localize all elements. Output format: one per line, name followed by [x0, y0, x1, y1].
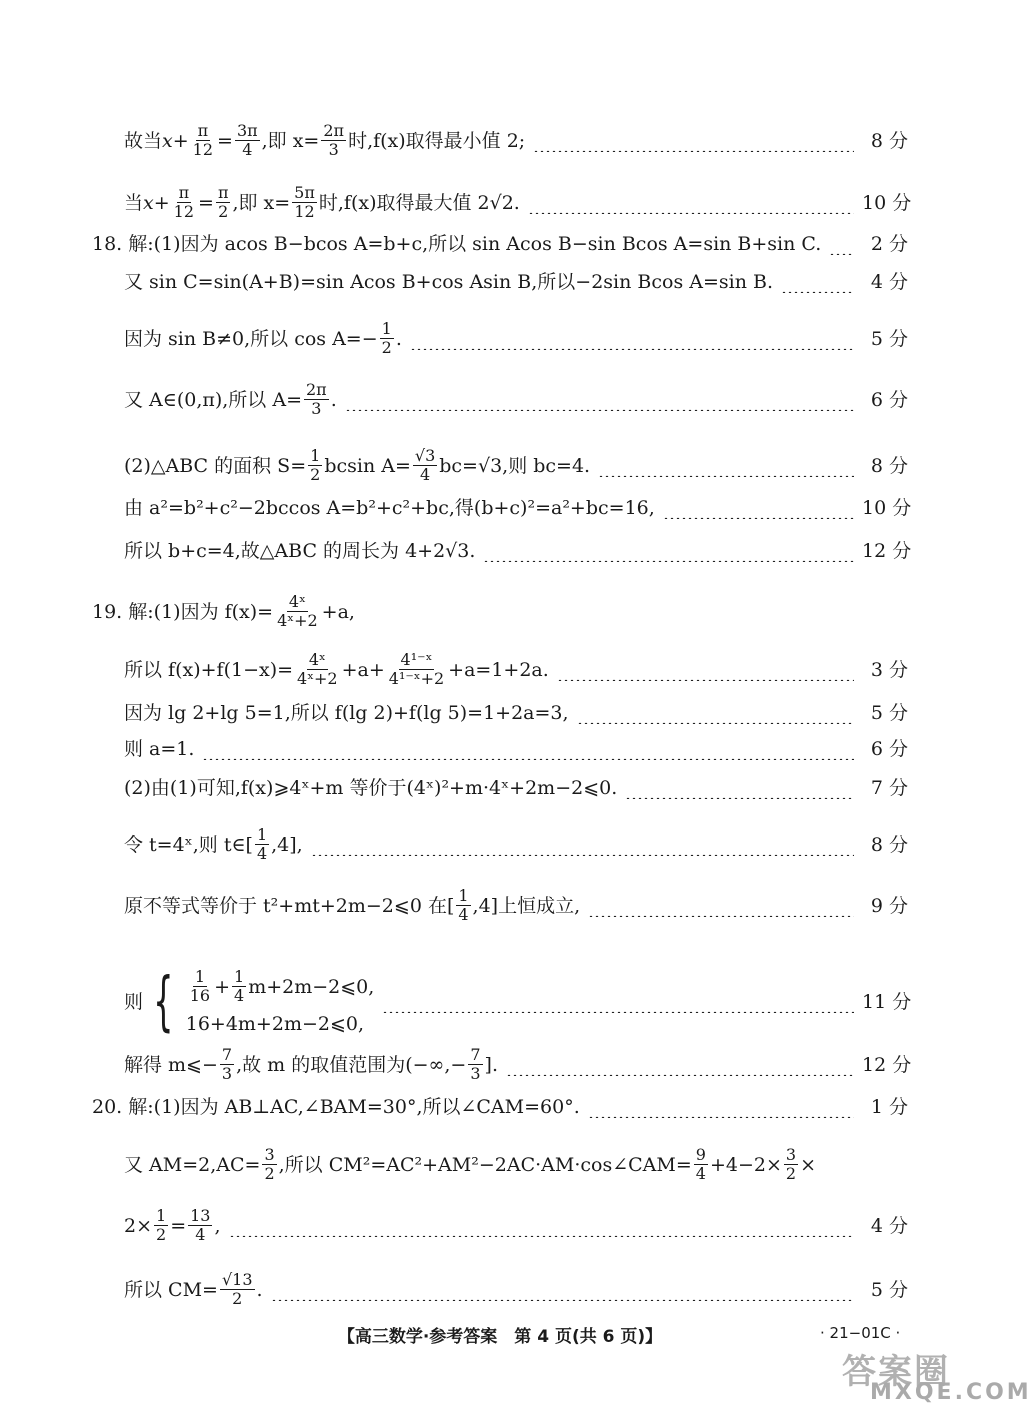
score-label: 10 分 — [862, 191, 912, 214]
fraction — [784, 1146, 798, 1183]
numerator: 3π — [236, 121, 258, 140]
score-label: 4 分 — [870, 271, 908, 293]
fraction — [275, 593, 320, 630]
denominator: 12 — [294, 202, 315, 221]
text: 19. 解:(1)因为 f(x)= — [92, 600, 274, 623]
numerator: √13 — [221, 1270, 253, 1289]
case-system — [186, 968, 375, 1035]
text: 当 — [124, 191, 144, 214]
numerator: π — [197, 121, 209, 140]
text: 所以 b+c=4,故△ABC 的周长为 4+2√3. — [124, 540, 476, 562]
line-q20-step4 — [124, 1271, 908, 1308]
denominator: 2 — [232, 1289, 243, 1308]
text: 又 sin C=sin(A+B)=sin Acos B+cos Asin B,所以−2sin Bcos A=sin B. — [124, 271, 773, 293]
numerator: 3 — [264, 1145, 275, 1164]
line-max-value — [124, 183, 912, 221]
text: = — [198, 191, 214, 214]
leader-dots — [598, 455, 854, 477]
fraction — [468, 1046, 482, 1083]
leader-dots — [271, 1279, 854, 1301]
fraction — [295, 651, 340, 688]
text: (2)△ABC 的面积 S= — [124, 454, 307, 477]
text: 原不等式等价于 t²+mt+2m−2⩽0 在[ — [124, 894, 455, 917]
line-q18-step2 — [124, 271, 908, 293]
denominator: 2 — [264, 1164, 275, 1183]
text: + — [214, 975, 231, 998]
score-label: 12 分 — [862, 540, 912, 562]
text: 时,f(x)取得最大值 2√2. — [318, 191, 520, 214]
line-q19-step1 — [124, 651, 908, 688]
numerator: 7 — [221, 1045, 233, 1064]
page-footer: 【高三数学·参考答案 第 4 页(共 6 页)】 — [337, 1327, 663, 1347]
text: ,故 m 的取值范围为(−∞,− — [236, 1053, 467, 1076]
leader-dots — [345, 389, 854, 411]
text: 又 A∈(0,π),所以 A= — [124, 388, 302, 411]
leader-dots — [311, 834, 854, 856]
score-label: 8 分 — [870, 454, 908, 477]
score-label: 3 分 — [870, 658, 908, 681]
text: 所以 CM= — [124, 1278, 218, 1301]
text: 解得 m⩽− — [124, 1053, 218, 1076]
leader-dots — [528, 192, 854, 214]
numerator: 9 — [695, 1145, 706, 1164]
numerator: 1 — [156, 1206, 167, 1225]
denominator: 4ˣ+2 — [297, 669, 338, 688]
leader-dots — [410, 328, 854, 350]
denominator: 12 — [192, 140, 214, 159]
text: bc=√3,则 bc=4. — [439, 454, 591, 477]
score-label: 7 分 — [870, 777, 908, 799]
fraction — [172, 184, 196, 221]
denominator: 4 — [234, 986, 245, 1005]
text: 由 a²=b²+c²−2bccos A=b²+c²+bc,得(b+c)²=a²+bc=16, — [124, 497, 655, 519]
text: 因为 sin B≠0,所以 cos A=− — [124, 327, 378, 350]
text: ,即 x= — [232, 191, 291, 214]
leader-dots — [483, 540, 854, 562]
leader-dots — [588, 1096, 854, 1118]
text: ,即 x= — [261, 129, 320, 152]
text: 所以 f(x)+f(1−x)= — [124, 658, 294, 681]
text: +4−2× — [709, 1153, 782, 1176]
fraction — [321, 122, 346, 159]
leader-dots — [533, 130, 854, 152]
denominator: 4 — [195, 1225, 206, 1244]
line-q19-step7 — [124, 964, 912, 1039]
text: x+ — [143, 191, 170, 214]
text: , — [214, 1214, 221, 1237]
leader-dots — [382, 991, 854, 1013]
text: 20. 解:(1)因为 AB⊥AC,∠BAM=30°,所以∠CAM=60°. — [92, 1096, 580, 1118]
line-q18-step4 — [124, 381, 908, 418]
denominator: 4 — [458, 905, 469, 924]
text: ,4], — [271, 833, 303, 856]
fraction — [456, 887, 470, 924]
score-label: 2 分 — [870, 233, 908, 255]
text: (2)由(1)可知,f(x)⩾4ˣ+m 等价于(4ˣ)²+m·4ˣ+2m−2⩽0. — [124, 777, 618, 799]
text: . — [330, 388, 337, 411]
line-q19-step6 — [124, 887, 908, 924]
line-q20-step3 — [124, 1207, 908, 1244]
denominator: 3 — [221, 1064, 233, 1083]
text: = — [217, 129, 233, 152]
score-label: 12 分 — [862, 1053, 912, 1076]
line-q18-step6 — [124, 497, 912, 519]
denominator: 3 — [311, 399, 322, 418]
line-q18-step7 — [124, 540, 912, 562]
score-label: 10 分 — [862, 497, 912, 519]
left-brace-icon: { — [153, 964, 174, 1039]
numerator: π — [178, 183, 190, 202]
leader-dots — [506, 1054, 854, 1076]
fraction — [380, 320, 394, 357]
leader-dots — [202, 738, 854, 760]
text: bcsin A= — [324, 454, 411, 477]
text: ,所以 CM²=AC²+AM²−2AC·AM·cos∠CAM= — [278, 1153, 692, 1176]
text: 时,f(x)取得最小值 2; — [348, 129, 526, 152]
numerator: 4ˣ — [308, 650, 326, 669]
text: . — [256, 1278, 263, 1301]
text: 因为 lg 2+lg 5=1,所以 f(lg 2)+f(lg 5)=1+2a=3, — [124, 702, 569, 724]
numerator: 1 — [310, 446, 321, 465]
text: 则 a=1. — [124, 738, 195, 760]
score-label: 5 分 — [870, 1278, 908, 1301]
line-q19-step8 — [124, 1045, 912, 1083]
numerator: 4ˣ — [288, 592, 306, 611]
line-q19-intro — [92, 593, 908, 630]
text: 又 AM=2,AC= — [124, 1153, 261, 1176]
text: m+2m−2⩽0, — [248, 975, 375, 998]
line-q19-step5 — [124, 826, 908, 863]
line-q19-step4 — [124, 777, 908, 799]
text: 18. 解:(1)因为 acos B−bcos A=b+c,所以 sin Acos B−sin Bcos A=sin B+sin C. — [92, 233, 822, 255]
text: +a, — [321, 600, 355, 623]
text: . — [395, 327, 402, 350]
text: 则 — [124, 990, 144, 1013]
numerator: 2π — [323, 121, 345, 140]
score-label: 9 分 — [870, 894, 908, 917]
fraction — [220, 1271, 255, 1308]
text: +a=1+2a. — [448, 658, 549, 681]
numerator: 7 — [470, 1045, 481, 1064]
leader-dots — [557, 659, 854, 681]
fraction — [235, 122, 260, 159]
denominator: 3 — [328, 140, 339, 159]
line-q19-step3 — [124, 738, 908, 760]
line-q18-step5 — [124, 447, 908, 484]
denominator: 12 — [173, 202, 195, 221]
denominator: 4ˣ+2 — [277, 611, 318, 630]
fraction — [413, 447, 437, 484]
numerator: 1 — [256, 825, 268, 844]
watermark-logo — [842, 1340, 1032, 1406]
fraction — [255, 826, 269, 863]
line-min-value — [124, 122, 908, 159]
denominator: 2 — [218, 202, 229, 221]
denominator: 4¹⁻ˣ+2 — [388, 669, 445, 688]
fraction — [304, 381, 329, 418]
line-q20-step2 — [124, 1146, 908, 1183]
denominator: 4 — [419, 465, 431, 484]
fraction — [232, 968, 246, 1005]
denominator: 2 — [381, 338, 392, 357]
fraction — [154, 1207, 168, 1244]
score-label: 5 分 — [870, 327, 908, 350]
text: × — [800, 1153, 816, 1176]
exam-code: · 21−01C · — [820, 1324, 901, 1342]
numerator: 1 — [234, 967, 245, 986]
score-label: 6 分 — [870, 388, 908, 411]
line-q18-step3 — [124, 320, 908, 357]
denominator: 4 — [695, 1164, 706, 1183]
watermark-text: 答案圈 — [842, 1352, 950, 1392]
leader-dots — [663, 497, 854, 519]
numerator: π — [217, 183, 229, 202]
fraction — [308, 447, 322, 484]
line-q20-step1 — [92, 1096, 908, 1118]
text: x+ — [162, 129, 189, 152]
leader-dots — [781, 271, 854, 293]
case-row-1 — [186, 968, 375, 1005]
text: 故当 — [124, 129, 163, 152]
numerator: 2π — [306, 380, 327, 399]
fraction — [216, 184, 231, 221]
fraction — [220, 1046, 234, 1083]
line-q19-step2 — [124, 702, 908, 724]
score-label: 6 分 — [870, 738, 908, 760]
score-label: 8 分 — [870, 129, 908, 152]
fraction — [191, 122, 215, 159]
numerator: √3 — [414, 446, 436, 465]
score-label: 8 分 — [870, 833, 908, 856]
score-label: 1 分 — [870, 1096, 908, 1118]
leader-dots — [625, 777, 854, 799]
denominator: 3 — [470, 1064, 481, 1083]
numerator: 13 — [190, 1206, 211, 1225]
case-row-2: 16+4m+2m−2⩽0, — [185, 1013, 365, 1035]
score-label: 4 分 — [870, 1214, 908, 1237]
watermark-subtext: MXQE.COM — [870, 1380, 1032, 1405]
denominator: 2 — [785, 1164, 797, 1183]
text: 令 t=4ˣ,则 t∈[ — [124, 833, 253, 856]
numerator: 4¹⁻ˣ — [400, 650, 433, 669]
score-label: 5 分 — [870, 702, 908, 724]
denominator: 2 — [310, 465, 321, 484]
line-q18-step1 — [92, 233, 908, 255]
fraction — [292, 184, 317, 221]
text: ]. — [484, 1053, 498, 1076]
text: 2× — [124, 1214, 153, 1237]
numerator: 1 — [458, 886, 469, 905]
leader-dots — [229, 1215, 854, 1237]
text: ,4]上恒成立, — [472, 894, 581, 917]
leader-dots — [588, 895, 854, 917]
denominator: 2 — [156, 1225, 167, 1244]
denominator: 4 — [256, 844, 268, 863]
fraction — [387, 651, 446, 688]
denominator: 4 — [242, 140, 253, 159]
fraction — [262, 1146, 276, 1183]
numerator: 1 — [194, 967, 205, 986]
numerator: 3 — [785, 1145, 797, 1164]
score-label: 11 分 — [862, 990, 912, 1013]
leader-dots — [577, 702, 854, 724]
fraction — [694, 1146, 708, 1183]
fraction — [188, 1207, 212, 1244]
numerator: 5π — [294, 183, 315, 202]
leader-dots — [829, 233, 854, 255]
text: = — [170, 1214, 187, 1237]
text: +a+ — [341, 658, 385, 681]
numerator: 1 — [381, 319, 392, 338]
denominator: 16 — [189, 986, 211, 1005]
fraction — [188, 968, 212, 1005]
